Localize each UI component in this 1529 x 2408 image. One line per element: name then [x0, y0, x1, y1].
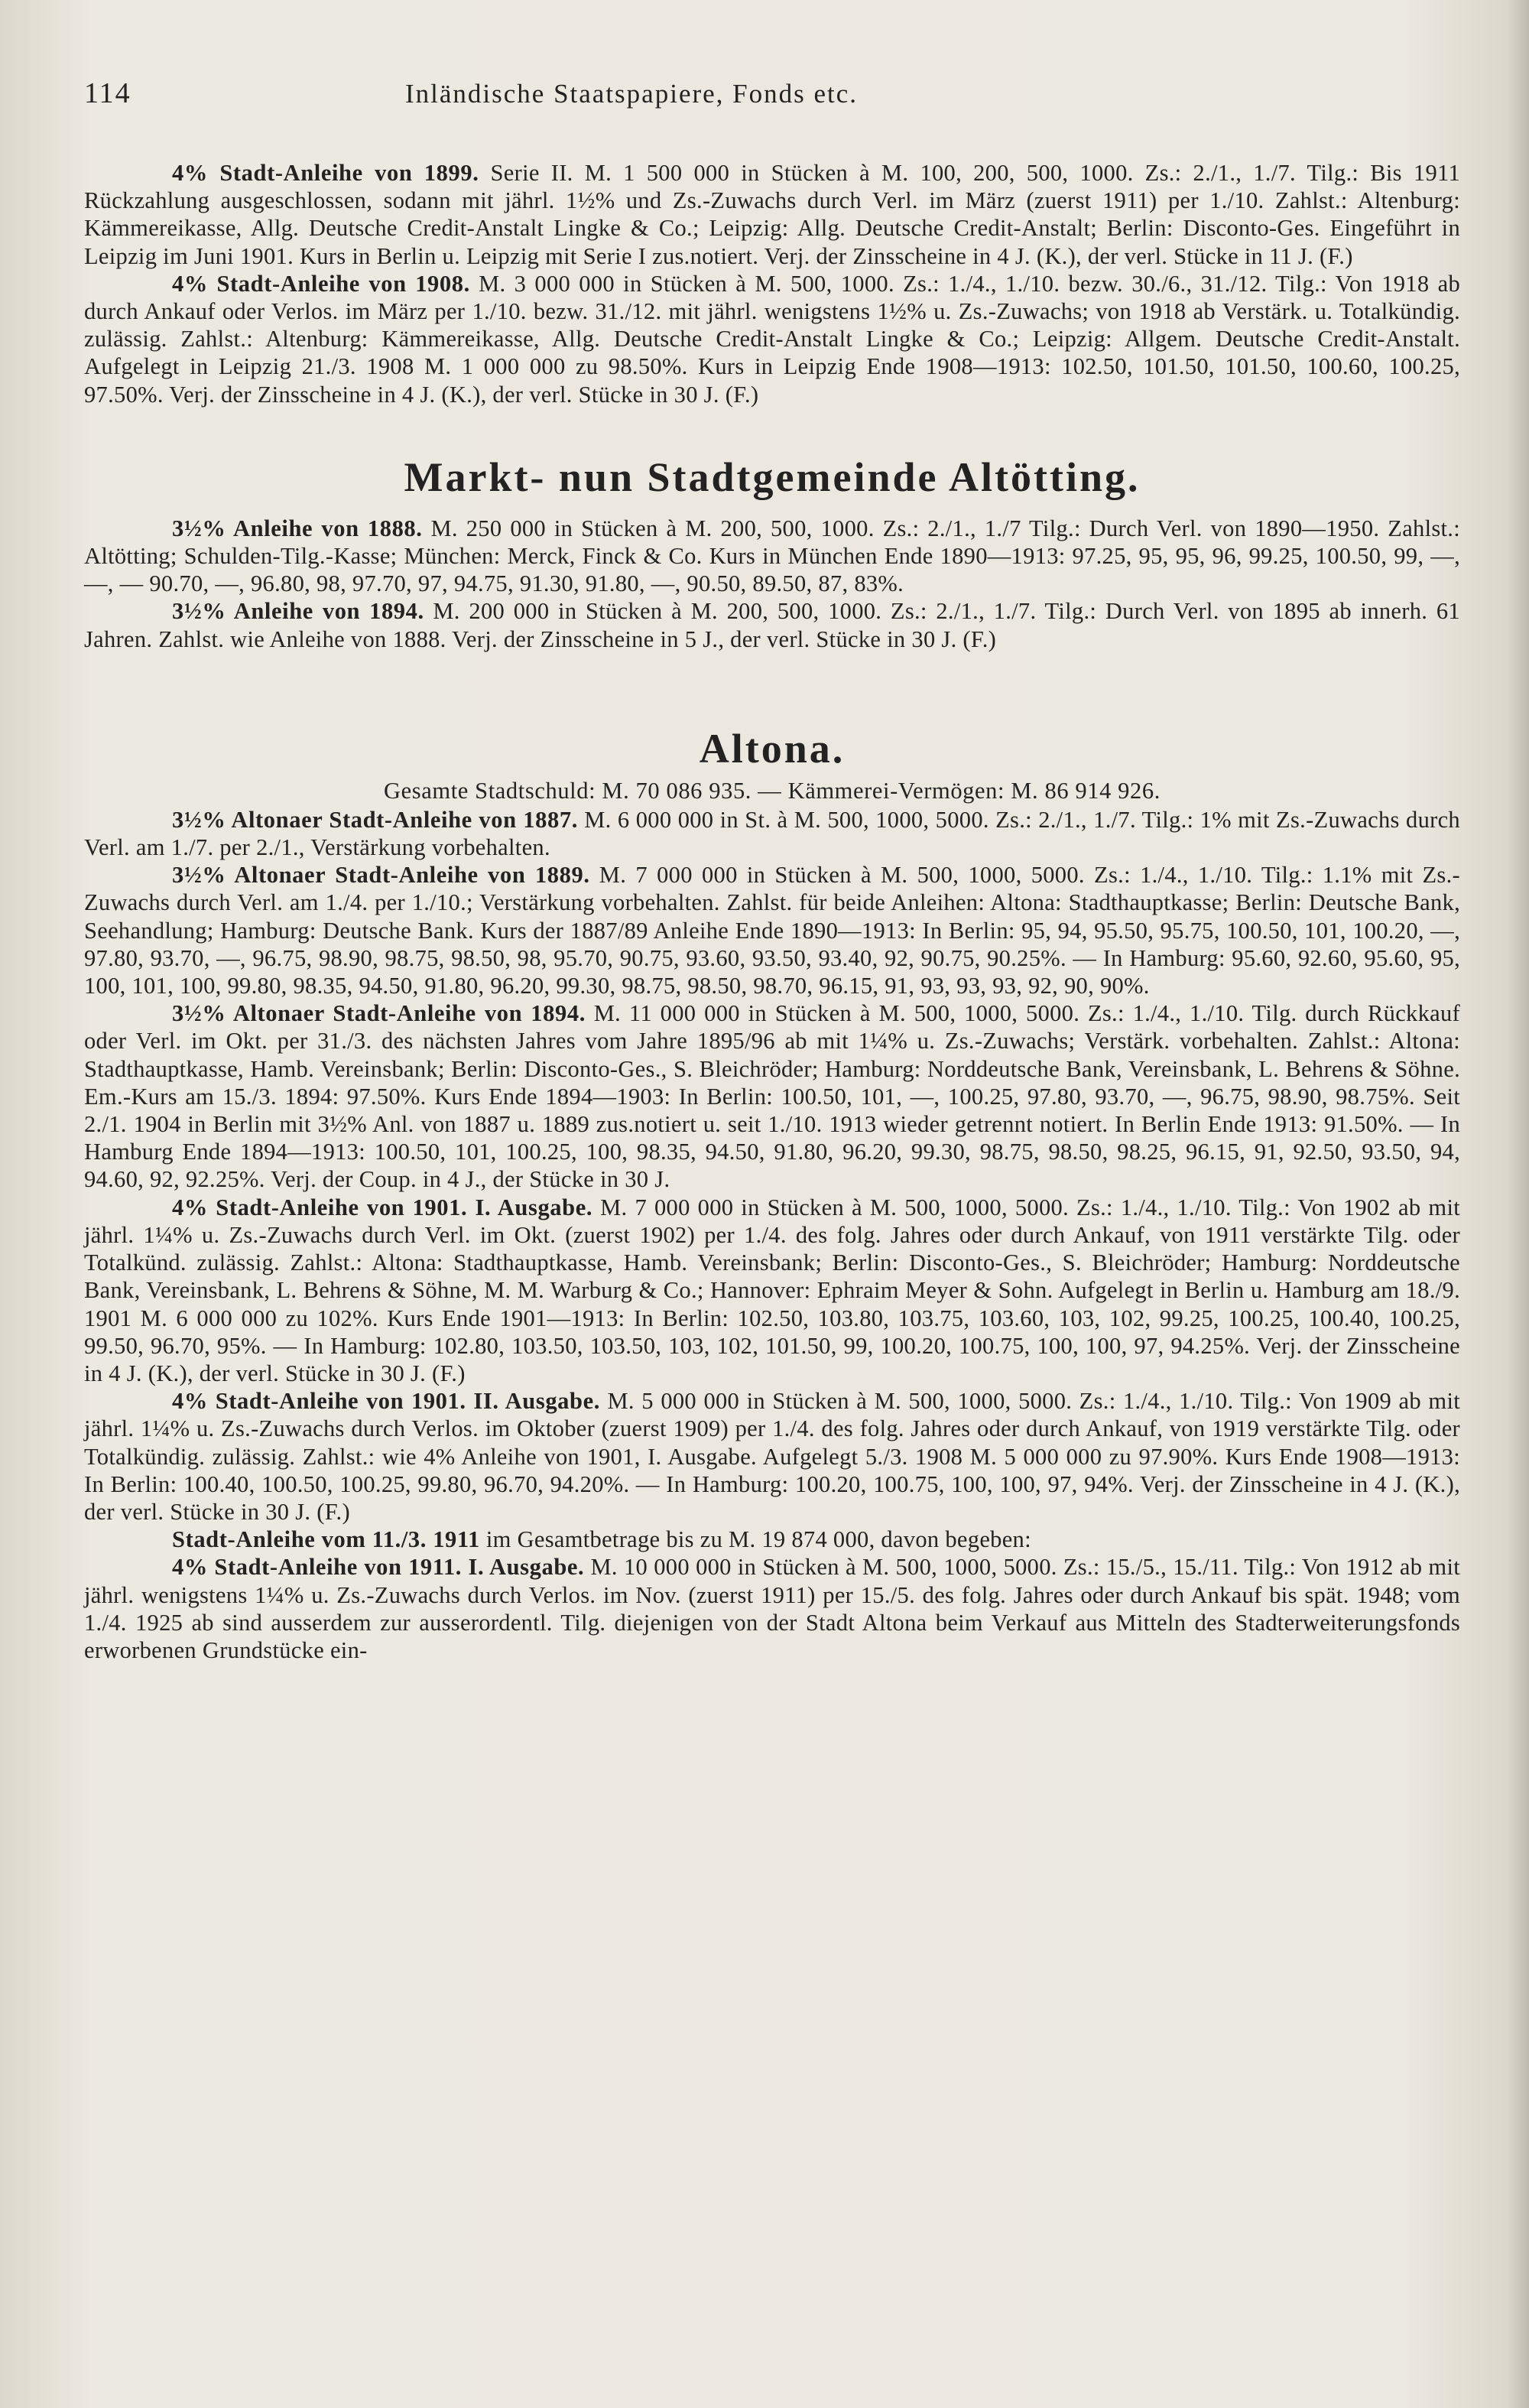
- section-title-name: Altötting.: [949, 453, 1141, 500]
- page-edge-shadow: [1506, 0, 1529, 2408]
- entry-text: M. 5 000 000 in Stücken à M. 500, 1000, 5000. Zs.: 1./4., 1./10. Tilg.: Von 1909 ab mit jährl. 1¼% u. Zs.-Zuwachs durch Verlos. im Oktober (zuerst 1909) per 1./4. des folg. Jahres oder durch Ankauf, von 1919 verstärkte Tilg. oder Totalkündig. zulässig. Zahlst.: wie 4% Anleihe von 1901, I. Ausgabe. Aufgelegt 5./3. 1908 M. 5 000 000 zu 97.90%. Kurs Ende 1908—1913: In Berlin: 100.40, 100.50, 100.25, 99.80, 96.70, 94.20%. — In Hamburg: 100.20, 100.75, 100, 100, 97, 94%. Verj. der Zinsscheine in 4 J. (K.), der verl. Stücke in 30 J. (F.): [84, 1388, 1460, 1525]
- entry-lead: Stadt-Anleihe vom 11./3. 1911: [172, 1526, 480, 1553]
- entry-altona-1911-i: [84, 1553, 1460, 1664]
- entry-lead: 3½% Anleihe von 1888.: [172, 515, 423, 541]
- entry-lead: 3½% Altonaer Stadt-Anleihe von 1894.: [172, 1000, 586, 1027]
- entry-lead: 4% Stadt-Anleihe von 1901. I. Ausgabe.: [172, 1194, 593, 1220]
- entry-text: M. 250 000 in Stücken à M. 200, 500, 1000. Zs.: 2./1., 1./7 Tilg.: Durch Verl. von 1890—1950. Zahlst.: Altötting; Schulden-Tilg.-Kasse; München: Merck, Finck & Co. Kurs in München Ende 1890—1913: 97.25, 95, 95, 96, 99.25, 100.50, 99, —, —, — 90.70, —, 96.80, 98, 97.70, 97, 94.75, 91.30, 91.80, —, 90.50, 89.50, 87, 83%.: [84, 515, 1460, 597]
- altona-debt-summary: Gesamte Stadtschuld: M. 70 086 935. — Kämmerei-Vermögen: M. 86 914 926.: [384, 777, 1161, 804]
- entry-lead: 4% Stadt-Anleihe von 1911. I. Ausgabe.: [172, 1554, 585, 1581]
- entry-stadt-anleihe-1899: [84, 159, 1460, 270]
- entry-text: M. 10 000 000 in Stücken à M. 500, 1000, 5000. Zs.: 15./5., 15./11. Tilg.: Von 1912 ab mit jährl. wenigstens 1¼% u. Zs.-Zuwachs durch Verlos. im Nov. (zuerst 1911) per 15./5. des folg. Jahres oder durch Ankauf bis spät. 1948; vom 1./4. 1925 ab sind ausserdem zur ausserordentl. Tilg. diejenigen von der Stadt Altona beim Verkauf aus Mitteln des Stadterweiterungsfonds erworbenen Grundstücke ein-: [84, 1554, 1460, 1663]
- entry-text: M. 3 000 000 in Stücken à M. 500, 1000. Zs.: 1./4., 1./10. bezw. 30./6., 31./12. Tilg.: Von 1918 ab durch Ankauf oder Verlos. im März per 1./10. bezw. 31./12. mit jährl. wenigstens 1½% u. Zs.-Zuwachs; von 1918 ab Verstärk. u. Totalkündig. zulässig. Zahlst.: Altenburg: Kämmereikasse, Allg. Deutsche Credit-Anstalt Lingke & Co.; Leipzig: Allgem. Deutsche Credit-Anstalt. Aufgelegt in Leipzig 21./3. 1908 M. 1 000 000 zu 98.50%. Kurs in Leipzig Ende 1908—1913: 102.50, 101.50, 101.50, 100.60, 100.25, 97.50%. Verj. der Zinsscheine in 4 J. (K.), der verl. Stücke in 30 J. (F.): [84, 270, 1460, 408]
- entry-altona-1901-i: [84, 1194, 1460, 1387]
- page-number: 114: [84, 77, 131, 109]
- section-title-name: Altona.: [699, 725, 846, 772]
- entry-text: M. 6 000 000 in St. à M. 500, 1000, 5000. Zs.: 2./1., 1./7. Tilg.: 1% mit Zs.-Zuwachs durch Verl. am 1./7. per 2./1., Verstärkung vorbehalten.: [84, 806, 1460, 861]
- entry-text: M. 7 000 000 in Stücken à M. 500, 1000, 5000. Zs.: 1./4., 1./10. Tilg.: 1.1% mit Zs.-Zuwachs durch Verl. am 1./4. per 1./10.; Verstärkung vorbehalten. Zahlst. für beide Anleihen: Altona: Stadthauptkasse; Berlin: Deutsche Bank, Seehandlung; Hamburg: Deutsche Bank. Kurs der 1887/89 Anleihe Ende 1890—1913: In Berlin: 95, 94, 95.50, 95.75, 100.50, 101, 100.20, —, 97.80, 93.70, —, 96.75, 98.90, 98.75, 98.50, 98, 95.70, 90.75, 93.60, 93.50, 93.40, 92, 90.75, 90.25%. — In Hamburg: 95.60, 92.60, 95.60, 95, 100, 101, 100, 99.80, 98.35, 94.50, 91.80, 96.20, 99.30, 98.75, 98.50, 98.70, 96.15, 91, 93, 93, 93, 92, 90, 90%.: [84, 862, 1460, 999]
- entry-lead: 4% Stadt-Anleihe von 1908.: [172, 270, 470, 297]
- entry-altoetting-1888: [84, 515, 1460, 598]
- entry-altoetting-1894: [84, 597, 1460, 652]
- running-title: Inländische Staatspapiere, Fonds etc.: [405, 79, 859, 109]
- entry-altona-1894: [84, 999, 1460, 1193]
- entry-lead: 3½% Altonaer Stadt-Anleihe von 1887.: [172, 806, 578, 833]
- entry-altona-1901-ii: [84, 1387, 1460, 1526]
- entry-stadt-anleihe-1908: [84, 270, 1460, 408]
- entry-lead: 3½% Anleihe von 1894.: [172, 598, 424, 625]
- section-title-altoetting: [84, 450, 1460, 504]
- entry-altona-1911-total: [84, 1526, 1460, 1553]
- entry-altona-1887: [84, 806, 1460, 861]
- entry-lead: 4% Stadt-Anleihe von 1901. II. Ausgabe.: [172, 1388, 600, 1415]
- entry-text: Serie II. M. 1 500 000 in Stücken à M. 100, 200, 500, 1000. Zs.: 2./1., 1./7. Tilg.: Bis 1911 Rückzahlung ausgeschlossen, sodann mit jährl. 1½% und Zs.-Zuwachs durch Verl. im März (zuerst 1911) per 1./10. Zahlst.: Altenburg: Kämmereikasse, Allg. Deutsche Credit-Anstalt Lingke & Co.; Leipzig: Allg. Deutsche Credit-Anstalt; Berlin: Disconto-Ges. Eingeführt in Leipzig im Juni 1901. Kurs in Berlin u. Leipzig mit Serie I zus.notiert. Verj. der Zinsscheine in 4 J. (K.), der verl. Stücke in 11 J. (F.): [84, 160, 1460, 269]
- section-title-prefix: Markt- nun Stadtgemeinde: [404, 453, 939, 500]
- entry-lead: 4% Stadt-Anleihe von 1899.: [172, 160, 479, 186]
- entry-text: M. 7 000 000 in Stücken à M. 500, 1000, 5000. Zs.: 1./4., 1./10. Tilg.: Von 1902 ab mit jährl. 1¼% u. Zs.-Zuwachs durch Verl. im Okt. (zuerst 1902) per 1./4. des folg. Jahres oder durch Ankauf, von 1911 verstärkte Tilg. oder Totalkünd. zulässig. Zahlst.: Altona: Stadthauptkasse, Hamb. Vereinsbank; Berlin: Disconto-Ges., S. Bleichröder; Hamburg: Norddeutsche Bank, Vereinsbank, L. Behrens & Söhne, M. M. Warburg & Co.; Hannover: Ephraim Meyer & Sohn. Aufgelegt in Berlin u. Hamburg am 18./9. 1901 M. 6 000 000 zu 102%. Kurs Ende 1901—1913: In Berlin: 102.50, 103.80, 103.75, 103.60, 103, 102, 99.25, 100.25, 100.40, 100.25, 99.50, 96.70, 95%. — In Hamburg: 102.80, 103.50, 103.50, 103, 102, 101.50, 99, 100.20, 100.75, 100, 100, 97, 94.25%. Verj. der Zinsscheine in 4 J. (K.), der verl. Stücke in 30 J. (F.): [84, 1194, 1460, 1386]
- entry-lead: 3½% Altonaer Stadt-Anleihe von 1889.: [172, 862, 590, 889]
- entry-text: im Gesamtbetrage bis zu M. 19 874 000, davon begeben:: [485, 1526, 1031, 1553]
- entry-text: M. 11 000 000 in Stücken à M. 500, 1000, 5000. Zs.: 1./4., 1./10. Tilg. durch Rückkauf oder Verl. im Okt. per 31./3. des nächsten Jahres vom Jahre 1895/96 ab mit 1¼% u. Zs.-Zuwachs; Verstärk. vorbehalten. Zahlst.: Altona: Stadthauptkasse, Hamb. Vereinsbank; Berlin: Disconto-Ges., S. Bleichröder; Hamburg: Norddeutsche Bank, Vereinsbank, L. Behrens & Söhne. Em.-Kurs am 15./3. 1894: 97.50%. Kurs Ende 1894—1903: In Berlin: 100.50, 101, —, 100.25, 97.80, 93.70, —, 96.75, 98.90, 98.75%. Seit 2./1. 1904 in Berlin mit 3½% Anl. von 1887 u. 1889 zus.notiert u. seit 1./10. 1913 wieder getrennt notiert. In Berlin Ende 1913: 91.50%. — In Hamburg Ende 1894—1913: 100.50, 101, 100.25, 100, 98.35, 94.50, 91.80, 96.20, 99.30, 98.75, 98.50, 98.25, 96.15, 91, 92.50, 93.50, 94, 94.60, 92, 92.25%. Verj. der Coup. in 4 J., der Stücke in 30 J.: [84, 1000, 1460, 1193]
- entry-altona-1889: [84, 861, 1460, 999]
- section-title-altona: [84, 722, 1460, 775]
- page-header: [84, 76, 1460, 122]
- entry-text: M. 200 000 in Stücken à M. 200, 500, 1000. Zs.: 2./1., 1./7. Tilg.: Durch Verl. von 1895 ab innerh. 61 Jahren. Zahlst. wie Anleihe von 1888. Verj. der Zinsscheine in 5 J., der verl. Stücke in 30 J. (F.): [84, 598, 1460, 652]
